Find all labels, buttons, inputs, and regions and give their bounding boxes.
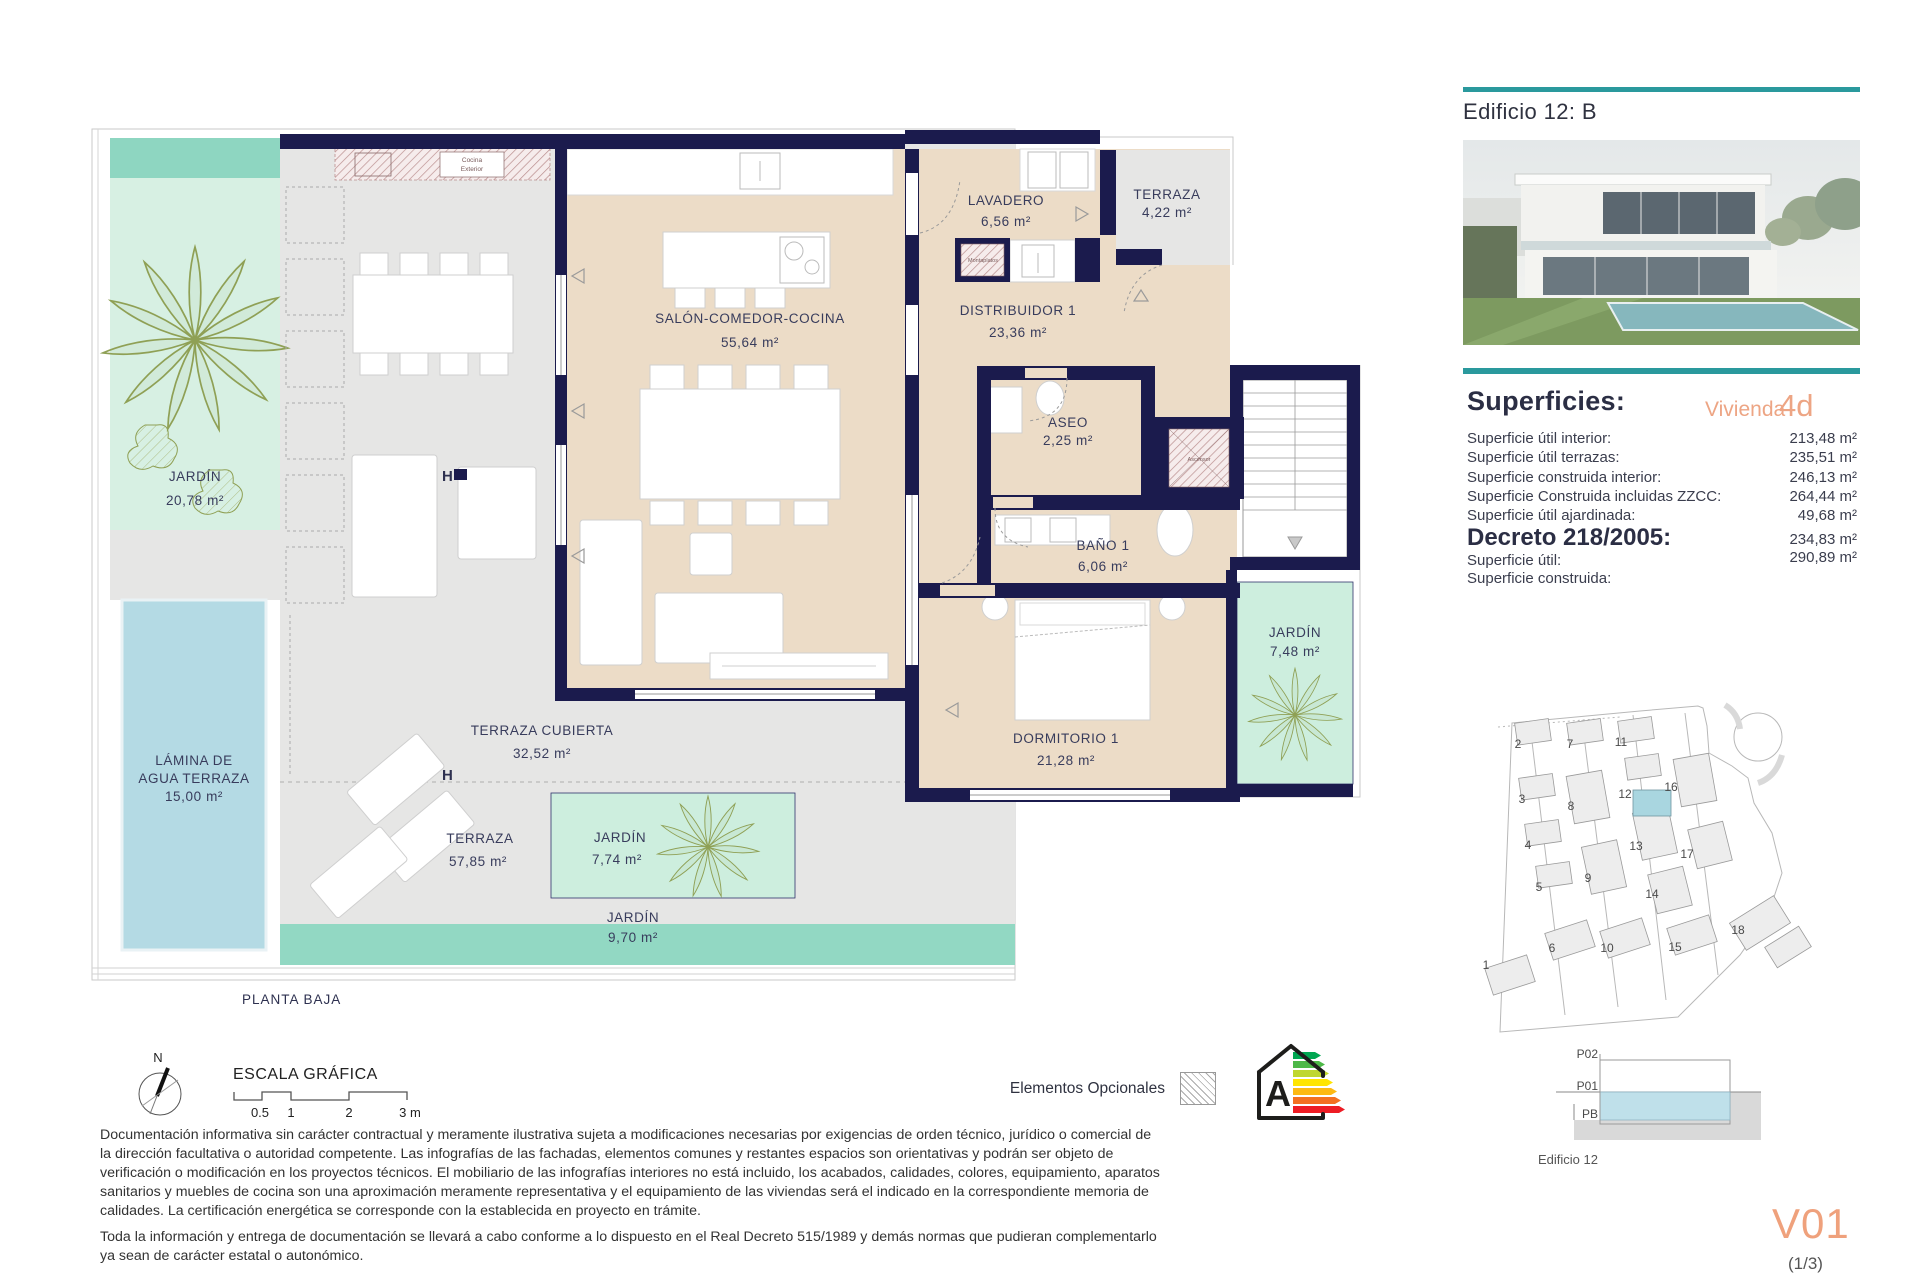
- section-pb-highlight: [1600, 1092, 1730, 1120]
- svg-text:7,74 m²: 7,74 m²: [592, 852, 642, 867]
- outdoor-kitchen-label: Cocina: [461, 157, 483, 164]
- svg-text:10: 10: [1600, 941, 1614, 955]
- svg-text:TERRAZA: TERRAZA: [1133, 187, 1201, 202]
- floor-plan-drawing: [90, 125, 1380, 1007]
- svg-text:Exterior: Exterior: [460, 166, 484, 173]
- decreto-title: Decreto 218/2005:: [1467, 524, 1672, 551]
- svg-text:32,52 m²: 32,52 m²: [512, 746, 572, 761]
- svg-text:7,48 m²: 7,48 m²: [1270, 644, 1320, 659]
- svg-text:Ascensor: Ascensor: [1187, 457, 1211, 463]
- svg-text:12: 12: [1618, 787, 1632, 801]
- building-title: Edificio 12: B: [1463, 99, 1598, 124]
- svg-text:14: 14: [1645, 887, 1659, 901]
- svg-text:5: 5: [1535, 880, 1543, 894]
- svg-text:3: 3: [1518, 792, 1526, 806]
- svg-text:8: 8: [1567, 799, 1575, 813]
- svg-text:6,56 m²: 6,56 m²: [981, 214, 1031, 229]
- svg-text:JARDÍN: JARDÍN: [606, 910, 660, 925]
- disclaimer-text-2: Toda la información y entrega de documentación se llevará a cabo conforme a lo dispuesto en el Real Decreto 515/1989 y demás normas que pudieran complementarlo ya sean de carácter estatal o autonómico.: [100, 1229, 1157, 1264]
- section-level-p02: P02: [1576, 1047, 1598, 1061]
- teal-divider-top: [1463, 87, 1860, 92]
- svg-text:BAÑO 1: BAÑO 1: [1076, 538, 1130, 553]
- svg-text:2: 2: [345, 1105, 353, 1120]
- vivienda-code: 4d: [1779, 388, 1814, 423]
- energy-arrows: [1293, 1052, 1345, 1113]
- svg-text:TERRAZA: TERRAZA: [446, 831, 514, 846]
- decreto-value-1: 234,83 m²: [1789, 531, 1857, 548]
- teal-divider-superficies: [1463, 368, 1860, 374]
- svg-text:57,85 m²: 57,85 m²: [448, 854, 508, 869]
- svg-text:N: N: [153, 1050, 163, 1065]
- section-level-pb: PB: [1581, 1107, 1598, 1121]
- garden-mid-zone: [551, 793, 795, 898]
- superficies-row: Superficie construida interior: 246,13 m²: [1467, 468, 1857, 486]
- site-plan-map: [1470, 685, 1885, 1040]
- decreto-label-2: Superficie construida:: [1467, 570, 1612, 587]
- hydrant-mark: H: [442, 767, 453, 784]
- disclaimer-text-1: Documentación informativa sin carácter contractual y meramente ilustrativa sujeta a modificaciones necesarias por exigencias de orden técnico, jurídico o comercial de la dirección facultativa o autoridad competente. Las infografías de las fachadas, elementos comunes y restantes espacios son orientativas y podrán ser objeto de verificación o modificación en los proyectos técnicos. El mobiliario de las infografías interiores no está incluido, los acabados, calidades, colores, equipamiento, aparatos sanitarios y muebles de cocina son una aproximación meramente representativa y el equipamiento de las viviendas será el indicado en la correspondiente memoria de calidades. La certificación energética se corresponde con la establecida en proyecto en trámite.: [100, 1127, 1160, 1219]
- svg-text:17: 17: [1680, 847, 1694, 861]
- svg-text:3 m: 3 m: [399, 1105, 421, 1120]
- decreto-value-2: 290,89 m²: [1789, 549, 1857, 566]
- svg-text:20,78 m²: 20,78 m²: [165, 493, 225, 508]
- svg-text:11: 11: [1614, 735, 1628, 749]
- svg-text:6: 6: [1548, 941, 1556, 955]
- section-building-label: Edificio 12: [1538, 1152, 1598, 1167]
- decreto-label-1: Superficie útil:: [1467, 552, 1562, 569]
- energy-letter: A: [1265, 1073, 1291, 1114]
- svg-text:15,00 m²: 15,00 m²: [164, 789, 224, 804]
- svg-text:JARDÍN: JARDÍN: [593, 830, 647, 845]
- superficies-table: [1467, 430, 1857, 526]
- energy-rating-icon: [1253, 1040, 1363, 1124]
- svg-text:SALÓN-COMEDOR-COCINA: SALÓN-COMEDOR-COCINA: [655, 311, 845, 326]
- optional-elements-label: Elementos Opcionales: [1009, 1080, 1165, 1097]
- svg-text:6,06 m²: 6,06 m²: [1078, 559, 1128, 574]
- version-label: V01: [1772, 1200, 1850, 1247]
- section-diagram: [1530, 1040, 1865, 1175]
- svg-text:JARDÍN: JARDÍN: [1268, 625, 1322, 640]
- svg-text:ASEO: ASEO: [1048, 415, 1088, 430]
- section-level-p01: P01: [1576, 1079, 1598, 1093]
- svg-text:Montaplatos: Montaplatos: [968, 258, 998, 264]
- svg-text:AGUA TERRAZA: AGUA TERRAZA: [138, 771, 250, 786]
- superficies-title: Superficies:: [1467, 386, 1626, 416]
- svg-text:DISTRIBUIDOR 1: DISTRIBUIDOR 1: [959, 303, 1077, 318]
- svg-text:1: 1: [287, 1105, 295, 1120]
- svg-text:DORMITORIO 1: DORMITORIO 1: [1013, 731, 1119, 746]
- svg-text:9,70 m²: 9,70 m²: [608, 930, 658, 945]
- svg-text:21,28 m²: 21,28 m²: [1036, 753, 1096, 768]
- svg-text:4,22 m²: 4,22 m²: [1142, 205, 1192, 220]
- svg-text:55,64 m²: 55,64 m²: [720, 335, 780, 350]
- svg-text:LAVADERO: LAVADERO: [967, 193, 1045, 208]
- svg-text:TERRAZA CUBIERTA: TERRAZA CUBIERTA: [470, 723, 614, 738]
- page-number: (1/3): [1788, 1254, 1823, 1273]
- superficies-row: Superficie útil ajardinada: 49,68 m²: [1467, 507, 1857, 525]
- svg-text:LÁMINA DE: LÁMINA DE: [155, 753, 233, 768]
- graphic-scale-bar: [230, 1088, 440, 1120]
- hydrant-mark: H: [442, 468, 453, 485]
- building-render-image: [1463, 140, 1860, 345]
- svg-text:JARDÍN: JARDÍN: [168, 469, 222, 484]
- svg-text:2,25 m²: 2,25 m²: [1043, 433, 1093, 448]
- svg-text:23,36 m²: 23,36 m²: [988, 325, 1048, 340]
- superficies-row: Superficie Construida incluidas ZZCC: 264,44 m²: [1467, 487, 1857, 505]
- scale-title: ESCALA GRÁFICA: [233, 1066, 378, 1083]
- svg-text:9: 9: [1584, 871, 1592, 885]
- north-compass-icon: [128, 1048, 194, 1124]
- svg-text:4: 4: [1524, 838, 1532, 852]
- svg-text:18: 18: [1731, 923, 1745, 937]
- optional-elements-hatch-swatch: [1180, 1072, 1216, 1105]
- svg-text:13: 13: [1629, 839, 1643, 853]
- garden-strip-top: [110, 138, 280, 178]
- svg-text:15: 15: [1668, 940, 1682, 954]
- superficies-row: Superficie útil interior: 213,48 m²: [1467, 430, 1857, 447]
- svg-text:16: 16: [1664, 780, 1678, 794]
- svg-text:1: 1: [1482, 958, 1490, 972]
- superficies-row: Superficie útil terrazas: 235,51 m²: [1467, 449, 1857, 467]
- svg-text:2: 2: [1514, 737, 1522, 751]
- floor-title: PLANTA BAJA: [242, 992, 342, 1007]
- svg-text:0.5: 0.5: [250, 1105, 270, 1120]
- svg-text:7: 7: [1566, 737, 1574, 751]
- vivienda-word: Vivienda: [1705, 398, 1786, 421]
